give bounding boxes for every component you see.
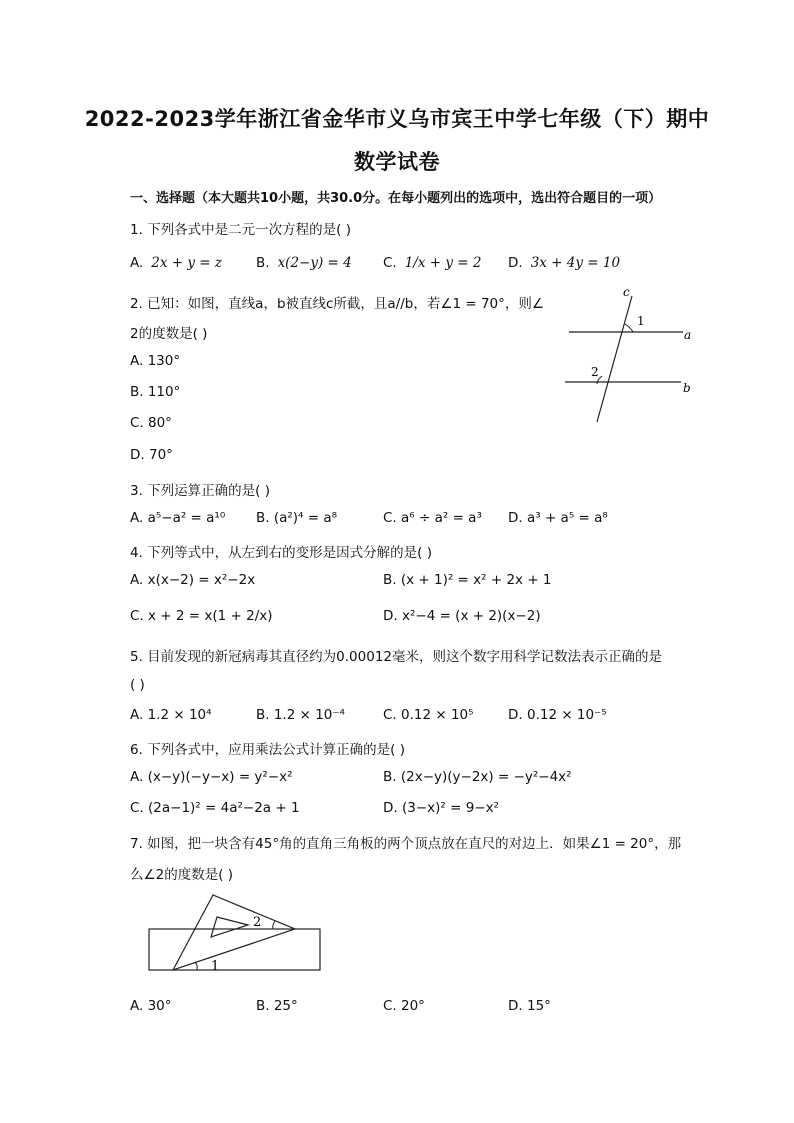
q1-option-b: B. x(2−y) = 4 (256, 255, 352, 271)
question-5-stem-line2: ( ) (130, 677, 145, 693)
q7-option-b: B. 25° (256, 998, 298, 1014)
q3-option-b: B. (a²)⁴ = a⁸ (256, 510, 338, 526)
q3-option-a: A. a⁵−a² = a¹⁰ (130, 510, 226, 526)
label-b: b (683, 381, 691, 395)
question-7-stem-line1: 7. 如图，把一块含有45°角的直角三角板的两个顶点放在直尺的对边上．如果∠1 = 20°，那 (130, 836, 682, 852)
line-c (597, 296, 632, 422)
angle-1-arc (625, 324, 633, 332)
label-angle-2: 2 (591, 365, 599, 379)
question-2-stem-line2: 2的度数是( ) (130, 326, 208, 342)
question-1-stem: 1. 下列各式中是二元一次方程的是( ) (130, 222, 351, 238)
label-angle-1: 1 (637, 314, 645, 328)
triangle-outer (173, 895, 295, 970)
label-a: a (684, 328, 692, 342)
q6-option-c: C. (2a−1)² = 4a²−2a + 1 (130, 800, 300, 816)
q6-option-b: B. (2x−y)(y−2x) = −y²−4x² (383, 769, 572, 785)
q5-option-c: C. 0.12 × 10⁵ (383, 707, 474, 723)
q4-option-a: A. x(x−2) = x²−2x (130, 572, 256, 588)
question-7-stem-line2: 么∠2的度数是( ) (130, 867, 234, 883)
q3-option-c: C. a⁶ ÷ a² = a³ (383, 510, 482, 526)
angle-1-arc (195, 962, 197, 970)
question-5-stem-line1: 5. 目前发现的新冠病毒其直径约为0.00012毫米，则这个数字用科学记数法表示正确的是 (130, 649, 662, 665)
label-angle-1: 1 (211, 959, 220, 974)
label-c: c (623, 285, 630, 299)
q7-option-a: A. 30° (130, 998, 172, 1014)
page-subtitle: 数学试卷 (354, 150, 440, 174)
q5-option-b: B. 1.2 × 10⁻⁴ (256, 707, 345, 723)
q6-option-a: A. (x−y)(−y−x) = y²−x² (130, 769, 293, 785)
q1-option-a: A. 2x + y = z (130, 255, 223, 271)
q4-option-d: D. x²−4 = (x + 2)(x−2) (383, 608, 541, 624)
q2-option-d: D. 70° (130, 447, 173, 463)
q5-option-a: A. 1.2 × 10⁴ (130, 707, 212, 723)
question-3-stem: 3. 下列运算正确的是( ) (130, 483, 270, 499)
question-6-stem: 6. 下列各式中，应用乘法公式计算正确的是( ) (130, 742, 405, 758)
q4-option-c: C. x + 2 = x(1 + 2/x) (130, 608, 273, 624)
triangle-inner (211, 917, 248, 937)
angle-2-arc (273, 921, 275, 929)
question-4-stem: 4. 下列等式中，从左到右的变形是因式分解的是( ) (130, 545, 432, 561)
q7-option-c: C. 20° (383, 998, 425, 1014)
page-title: 2022-2023学年浙江省金华市义乌市宾王中学七年级（下）期中 (84, 107, 710, 131)
q2-figure-parallel-lines (555, 284, 705, 430)
q1-option-d: D. 3x + 4y = 10 (508, 255, 621, 271)
q5-option-d: D. 0.12 × 10⁻⁵ (508, 707, 607, 723)
label-angle-2: 2 (253, 915, 262, 930)
q2-option-c: C. 80° (130, 415, 172, 431)
q2-option-a: A. 130° (130, 353, 181, 369)
q7-option-d: D. 15° (508, 998, 551, 1014)
q7-figure-ruler-triangle (145, 892, 327, 978)
q3-option-d: D. a³ + a⁵ = a⁸ (508, 510, 608, 526)
q6-option-d: D. (3−x)² = 9−x² (383, 800, 500, 816)
q4-option-b: B. (x + 1)² = x² + 2x + 1 (383, 572, 552, 588)
section-heading: 一、选择题（本大题共10小题，共30.0分。在每小题列出的选项中，选出符合题目的一项） (130, 191, 662, 206)
question-2-stem-line1: 2. 已知：如图，直线a，b被直线c所截，且a//b，若∠1 = 70°，则∠ (130, 296, 544, 312)
q2-option-b: B. 110° (130, 384, 181, 400)
q1-option-c: C. 1/x + y = 2 (383, 255, 482, 271)
